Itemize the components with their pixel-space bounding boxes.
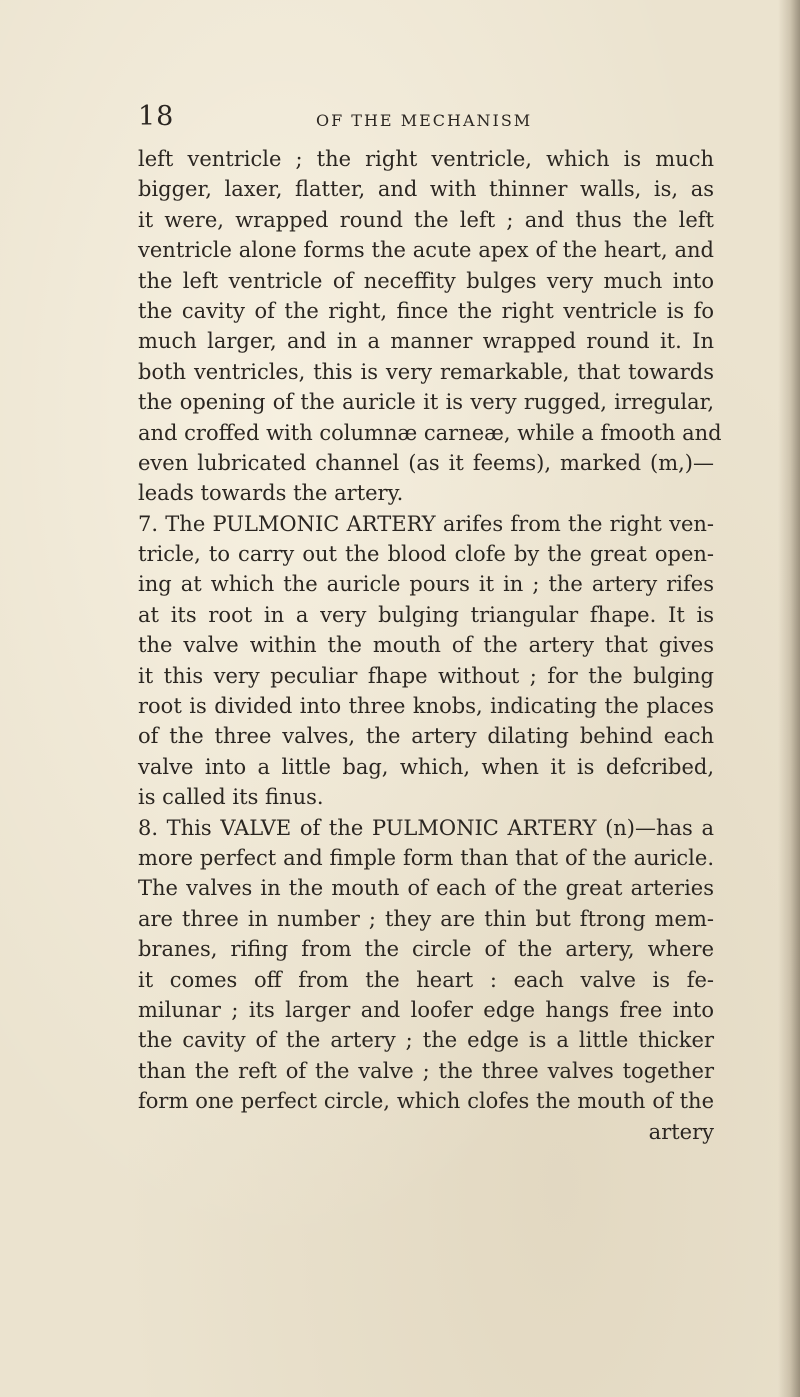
text-line: left ventricle ; the right ventricle, which is much <box>138 147 714 171</box>
text-line: both ventricles, this is very remarkable, that towards <box>138 359 714 384</box>
text-line: and croffed with columnæ carneæ, while a fmooth and <box>138 420 722 445</box>
text-line: form one perfect circle, which clofes the mouth of the <box>138 1089 714 1114</box>
text-line: it this very peculiar fhape without ; for the bulging <box>138 663 714 688</box>
text-line: it comes off from the heart : each valve is fe- <box>138 967 714 992</box>
text-line: the valve within the mouth of the artery that gives <box>138 633 714 658</box>
text-line: the left ventricle of neceffity bulges very much into <box>138 268 714 293</box>
text-line: 7. The PULMONIC ARTERY arifes from the right ven- <box>138 511 714 536</box>
text-line: ing at which the auricle pours it in ; the artery rifes <box>138 572 714 597</box>
text-line: 8. This VALVE of the PULMONIC ARTERY (n)—has a <box>138 815 714 840</box>
text-line: it were, wrapped round the left ; and thus the left <box>138 207 714 232</box>
text-line: much larger, and in a manner wrapped round it. In <box>138 329 714 354</box>
page-header <box>0 102 800 142</box>
text-line: tricle, to carry out the blood clofe by the great open- <box>138 542 714 567</box>
page-gutter-shadow <box>778 0 800 1397</box>
text-line: than the reft of the valve ; the three valves together <box>138 1058 714 1083</box>
text-line: the cavity of the artery ; the edge is a little thicker <box>138 1028 714 1053</box>
body-text <box>138 144 722 1147</box>
text-line: bigger, laxer, flatter, and with thinner walls, is, as <box>138 177 714 202</box>
text-line: ventricle alone forms the acute apex of the heart, and <box>138 238 714 263</box>
page-number: 18 <box>138 101 175 132</box>
catchword: artery <box>648 1119 714 1144</box>
running-head: OF THE MECHANISM <box>316 111 533 130</box>
text-line: valve into a little bag, which, when it is defcribed, <box>138 754 714 779</box>
text-line: even lubricated channel (as it feems), marked (m,)— <box>138 450 714 475</box>
text-line: more perfect and fimple form than that of the auricle. <box>138 845 714 870</box>
text-line: at its root in a very bulging triangular fhape. It is <box>138 602 714 627</box>
text-line: branes, rifing from the circle of the artery, where <box>138 937 714 962</box>
text-line: of the three valves, the artery dilating behind each <box>138 724 714 749</box>
text-line: milunar ; its larger and loofer edge hangs free into <box>138 997 714 1022</box>
text-line: is called its finus. <box>138 785 324 810</box>
text-line: leads towards the artery. <box>138 481 404 506</box>
text-line: root is divided into three knobs, indicating the places <box>138 694 714 719</box>
text-line: The valves in the mouth of each of the great arteries <box>138 876 714 901</box>
text-line: the opening of the auricle it is very rugged, irregular, <box>138 390 714 415</box>
text-line: the cavity of the right, fince the right ventricle is fo <box>138 298 714 323</box>
text-line: are three in number ; they are thin but ftrong mem- <box>138 906 714 931</box>
